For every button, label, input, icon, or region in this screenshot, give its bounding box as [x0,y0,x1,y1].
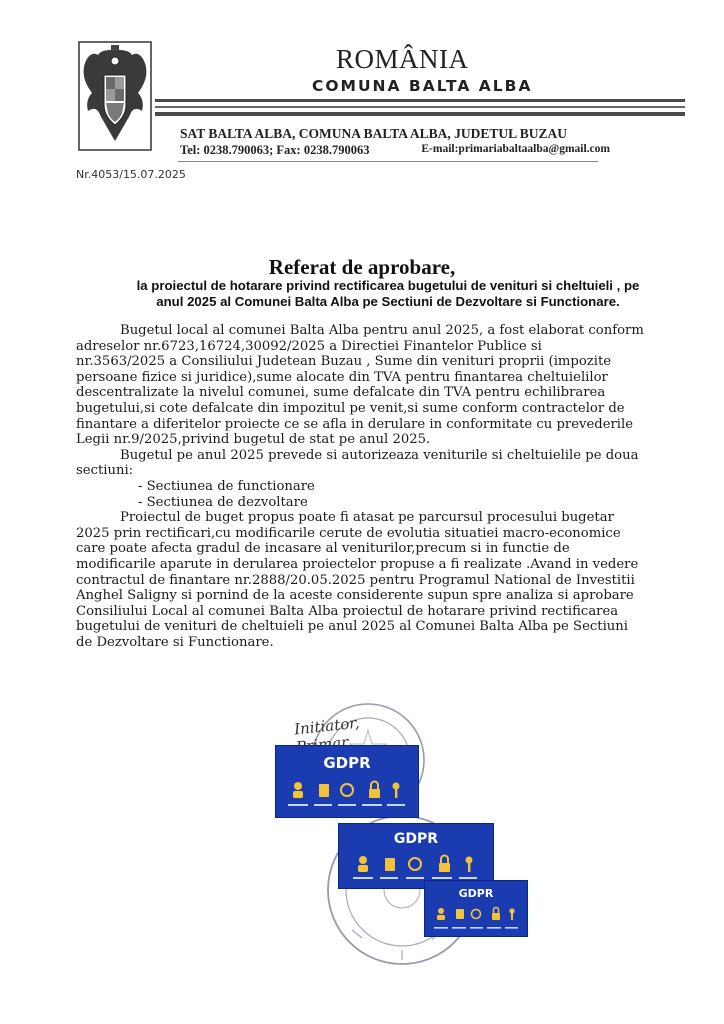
list-item: - Sectiunea de functionare [138,478,315,494]
email-address: E-mail:primariabaltaalba@gmail.com [421,143,610,155]
signature-initiator: Initiator, [293,713,361,739]
subtitle-line: anul 2025 al Comunei Balta Alba pe Sectiuni de Dezvoltare si Functionare. [156,294,620,309]
body-line: de Dezvoltare si Functionare. [76,634,274,650]
body-line: Legii nr.9/2025,privind bugetul de stat pe anul 2025. [76,432,431,448]
phone-fax: Tel: 0238.790063; Fax: 0238.790063 [180,143,370,157]
body-line: bugetului,si cote defalcate din impozitul pe venit,si sume conform contractelor de [76,400,625,416]
gdpr-redaction-panel [275,745,419,818]
body-line: Consiliului Local al comunei Balta Alba proiectul de hotarare privind rectificarea [76,603,619,619]
body-line: descentralizate la nivelul comunei, sume defalcate din TVA pentru echilibrarea [76,385,606,401]
commune-heading: COMUNA BALTA ALBA [312,77,533,95]
header-divider [155,99,685,102]
address-line: SAT BALTA ALBA, COMUNA BALTA ALBA, JUDETUL BUZAU [180,126,567,141]
body-line: Anghel Saligny si pornind de la aceste considerente supun spre analiza si aprobare [76,588,634,604]
registration-number: Nr.4053/15.07.2025 [76,168,186,181]
country-heading: ROMÂNIA [336,44,469,74]
gdpr-icons [425,881,527,936]
gdpr-icons [339,824,493,888]
body-line: nr.3563/2025 a Consiliului Judetean Buzau , Sume din venituri proprii (impozite [76,354,612,370]
document-body [76,323,688,650]
gdpr-icons [276,746,418,817]
gdpr-label: GDPR [393,831,439,847]
document-subtitle [88,278,688,310]
document-title: Referat de aprobare, [268,255,456,279]
contact-line [180,143,610,158]
body-line: contractul de finantare nr.2888/20.05.2025 pentru Programul National de Investitii [76,572,635,588]
coat-of-arms-icon [78,41,152,151]
body-line: 2025 prin rectificari,cu modificarile cerute de evolutia situatiei macro-economice [76,525,621,541]
list-item: - Sectiunea de dezvoltare [138,494,308,510]
gdpr-redaction-panel [424,880,528,937]
header-divider [155,112,685,116]
body-line: care poate afecta gradul de incasare al veniturilor,precum si in functie de [76,541,570,557]
header-divider [155,106,685,108]
body-line: Proiectul de buget propus poate fi atasat pe parcursul procesului bugetar [120,510,614,526]
gdpr-label: GDPR [323,754,371,772]
body-line: bugetului de venituri de cheltuieli pe anul 2025 al Comunei Balta Alba pe Sectiuni [76,619,628,635]
body-line: Bugetul local al comunei Balta Alba pentru anul 2025, a fost elaborat conform [120,323,644,338]
header-divider [178,161,598,162]
body-line: sectiuni: [76,463,134,479]
body-line: modificarile aparute in derularea proiectelor propuse a fi realizate .Avand in vedere [76,556,639,572]
body-line: Bugetul pe anul 2025 prevede si autorizeaza veniturile si cheltuielile pe doua [120,447,639,463]
body-line: finantare a diferitelor proiecte ce se afla in derulare in conformitate cu prevederile [76,416,634,432]
body-line: persoane fizice si juridice),sume alocate din TVA pentru finantarea cheltuielilor [76,369,608,385]
gdpr-label: GDPR [458,887,494,900]
body-line: adreselor nr.6723,16724,30092/2025 a Directiei Finantelor Publice si [76,338,542,354]
subtitle-line: la proiectul de hotarare privind rectificarea bugetului de venituri si cheltuieli , pe [136,278,640,293]
